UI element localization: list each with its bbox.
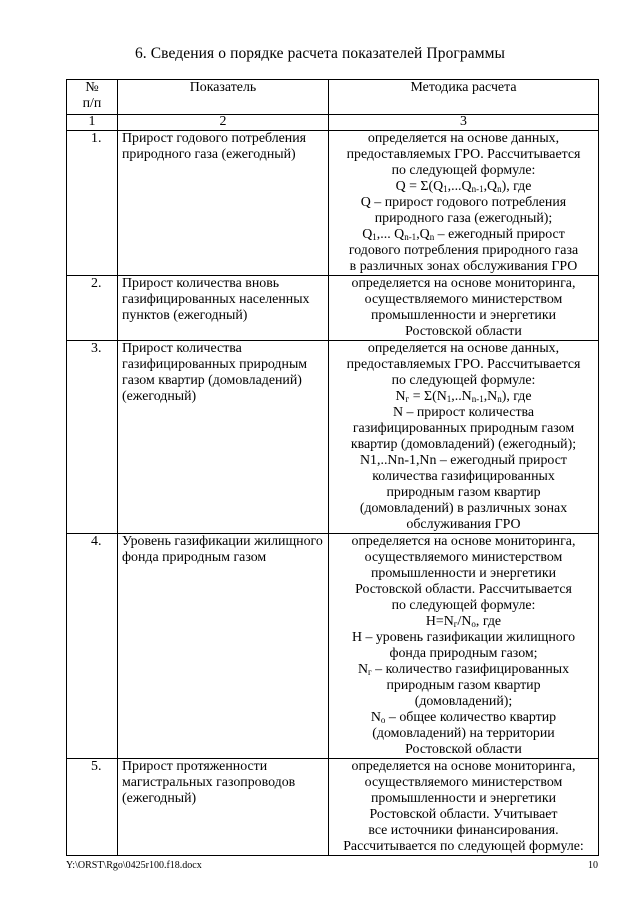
row-number: 1. bbox=[67, 131, 118, 276]
footer-page-number: 10 bbox=[588, 860, 598, 871]
method-line: Ростовской области. Учитывает bbox=[369, 807, 558, 822]
formula: $H=N_г/N_о$, где bbox=[425, 614, 502, 629]
page-title: 6. Сведения о порядке расчета показателей Программы bbox=[134, 45, 506, 62]
table-header-row bbox=[67, 80, 599, 115]
method-cell bbox=[329, 534, 599, 759]
indicators-table bbox=[66, 79, 599, 856]
indicator-cell: Прирост протяженности магистральных газопроводов (ежегодный) bbox=[118, 759, 329, 856]
formula-legend: $N_о$ – общее количество квартир bbox=[370, 710, 557, 725]
method-line: количества газифицированных bbox=[372, 469, 555, 484]
formula: $Q = \Sigma(Q_1,...Q_{n-1},Q_n)$, где bbox=[395, 179, 532, 194]
method-line: Q – прирост годового потребления bbox=[360, 195, 567, 210]
method-line: газифицированных природным газом bbox=[352, 421, 575, 436]
column-numbers-row bbox=[67, 115, 599, 131]
method-line: N1,..Nn-1,Nn – ежегодный прирост bbox=[360, 453, 567, 468]
row-number: 4. bbox=[67, 534, 118, 759]
method-line: (домовладений) на территории bbox=[372, 726, 555, 741]
method-line: обслуживания ГРО bbox=[406, 517, 521, 532]
method-cell bbox=[329, 759, 599, 856]
method-line: по следующей формуле: bbox=[391, 598, 536, 613]
method-line: предоставляемых ГРО. Рассчитывается bbox=[346, 357, 581, 372]
method-line: определяется на основе данных, bbox=[367, 341, 560, 356]
column-number: 2 bbox=[118, 115, 329, 131]
table-row bbox=[67, 341, 599, 534]
method-cell bbox=[329, 341, 599, 534]
method-line: (домовладений) в различных зонах bbox=[359, 501, 568, 516]
method-line: осуществляемого министерством bbox=[364, 292, 563, 307]
method-line: определяется на основе мониторинга, bbox=[351, 759, 576, 774]
method-line: осуществляемого министерством bbox=[364, 550, 563, 565]
header-number: № п/п bbox=[67, 80, 118, 115]
method-cell bbox=[329, 131, 599, 276]
method-line: природным газом квартир bbox=[386, 678, 541, 693]
method-line: Ростовской области bbox=[405, 742, 522, 757]
indicator-cell: Прирост годового потребления природного газа (ежегодный) bbox=[118, 131, 329, 276]
row-number: 3. bbox=[67, 341, 118, 534]
method-line: N – прирост количества bbox=[392, 405, 535, 420]
indicator-cell: Уровень газификации жилищного фонда природным газом bbox=[118, 534, 329, 759]
formula-legend: $Q_1$,... $Q_{n-1},Q_n$ – ежегодный прирост bbox=[362, 227, 565, 242]
method-line: фонда природным газом; bbox=[389, 646, 538, 661]
table-row bbox=[67, 276, 599, 341]
method-line: природным газом квартир bbox=[386, 485, 541, 500]
method-line: осуществляемого министерством bbox=[364, 775, 563, 790]
table-row bbox=[67, 534, 599, 759]
method-line: квартир (домовладений) (ежегодный); bbox=[350, 437, 577, 452]
method-line: H – уровень газификации жилищного bbox=[351, 630, 576, 645]
method-line: все источники финансирования. bbox=[368, 823, 559, 838]
method-line: промышленности и энергетики bbox=[370, 791, 557, 806]
method-line: в различных зонах обслуживания ГРО bbox=[349, 259, 578, 274]
method-line: определяется на основе мониторинга, bbox=[351, 276, 576, 291]
method-line: годового потребления природного газа bbox=[348, 243, 579, 258]
indicator-cell: Прирост количества газифицированных природным газом квартир (домовладений) (ежегодный) bbox=[118, 341, 329, 534]
table-row bbox=[67, 131, 599, 276]
table-row bbox=[67, 759, 599, 856]
indicator-cell: Прирост количества вновь газифицированных населенных пунктов (ежегодный) bbox=[118, 276, 329, 341]
formula: $N_г = \Sigma(N_1,..N_{n-1},N_n)$, где bbox=[395, 389, 532, 404]
method-line: (домовладений); bbox=[414, 694, 513, 709]
method-line: по следующей формуле: bbox=[391, 163, 536, 178]
method-line: природного газа (ежегодный); bbox=[374, 211, 553, 226]
column-number: 3 bbox=[329, 115, 599, 131]
method-line: определяется на основе данных, bbox=[367, 131, 560, 146]
header-method: Методика расчета bbox=[329, 80, 599, 115]
method-line: определяется на основе мониторинга, bbox=[351, 534, 576, 549]
header-indicator: Показатель bbox=[118, 80, 329, 115]
footer-file-path: Y:\ORST\Rgo\0425r100.f18.docx bbox=[66, 860, 202, 871]
method-line: промышленности и энергетики bbox=[370, 566, 557, 581]
column-number: 1 bbox=[67, 115, 118, 131]
method-line: Ростовской области. Рассчитывается bbox=[355, 582, 572, 597]
formula-legend: $N_г$ – количество газифицированных bbox=[357, 662, 570, 677]
row-number: 2. bbox=[67, 276, 118, 341]
method-cell bbox=[329, 276, 599, 341]
method-line: предоставляемых ГРО. Рассчитывается bbox=[346, 147, 581, 162]
method-line: Рассчитывается по следующей формуле: bbox=[343, 839, 584, 854]
method-line: Ростовской области bbox=[405, 324, 522, 339]
method-line: промышленности и энергетики bbox=[370, 308, 557, 323]
method-line: по следующей формуле: bbox=[391, 373, 536, 388]
row-number: 5. bbox=[67, 759, 118, 856]
